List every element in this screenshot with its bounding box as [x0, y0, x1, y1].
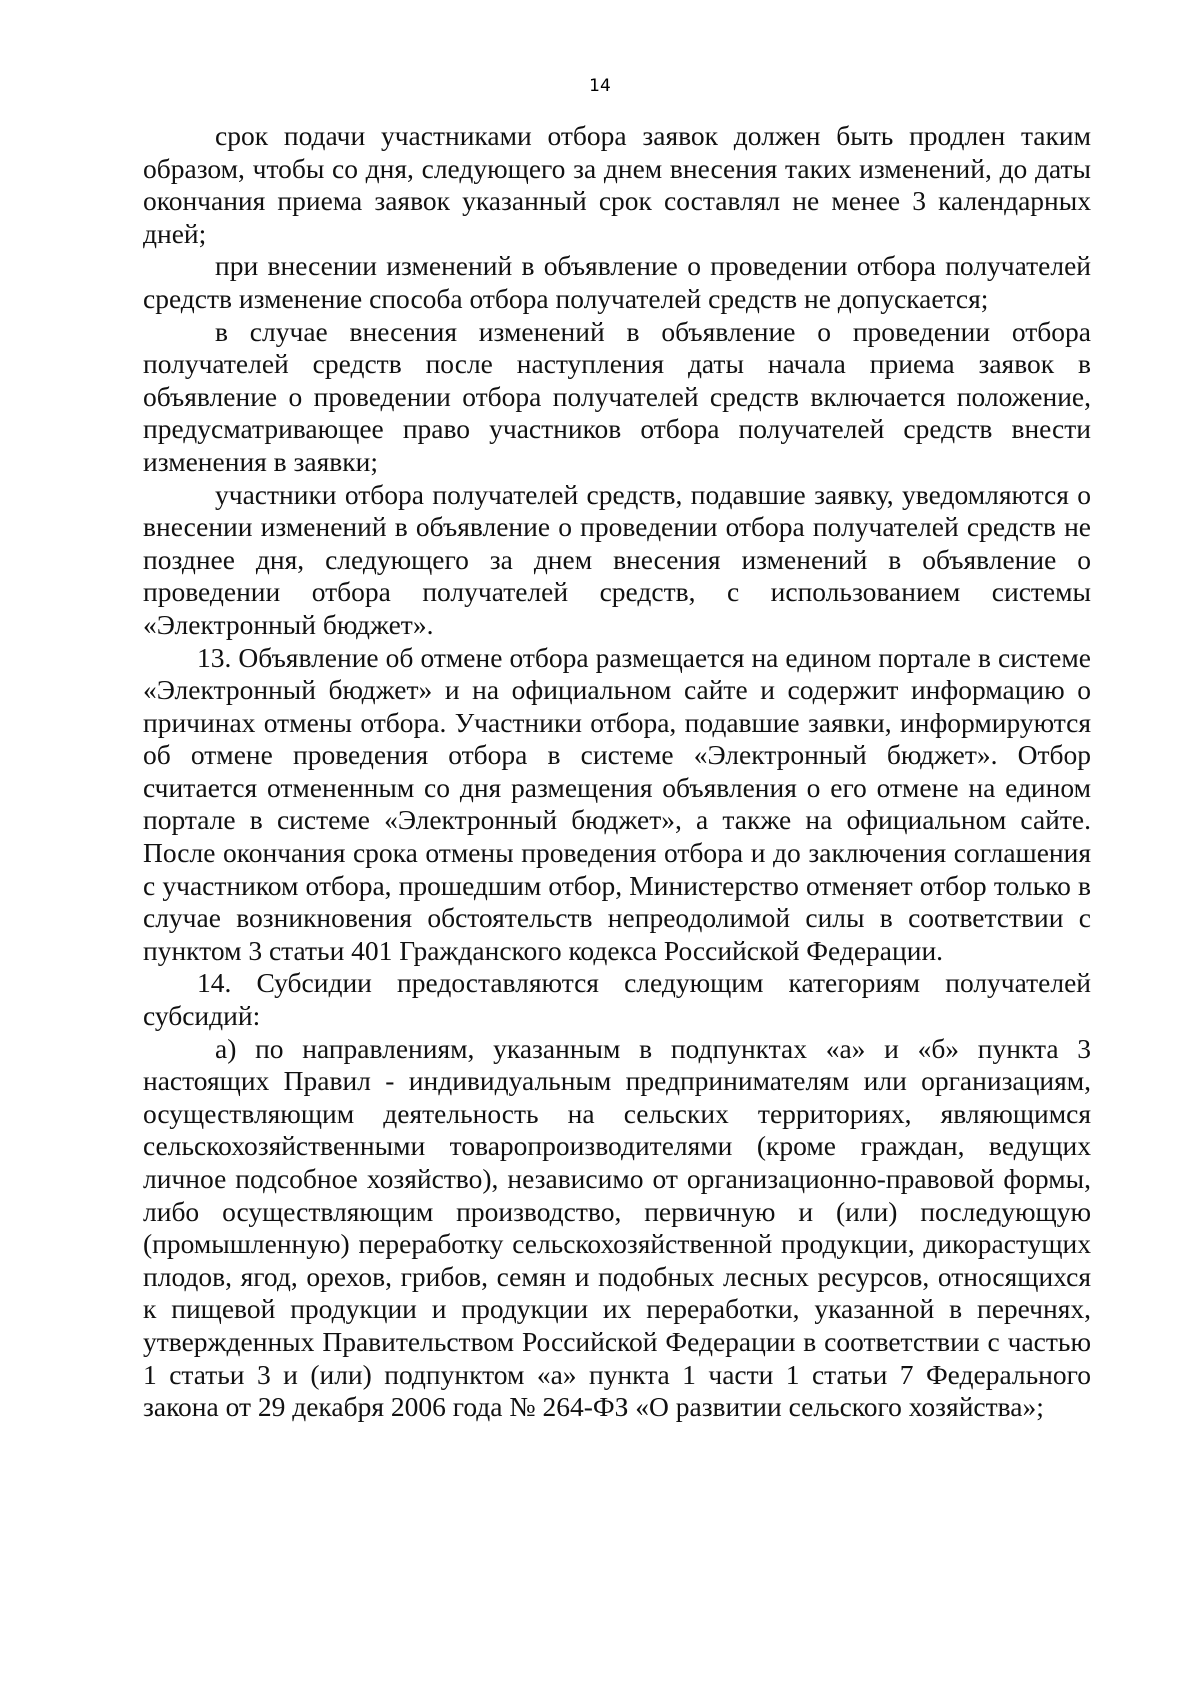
- paragraph-deadline-extension: срок подачи участниками отбора заявок должен быть продлен таким образом, чтобы со дня, следующего за днем внесения таких изменений, до даты окончания приема заявок указанный срок составлял не менее 3 календарных дней;: [143, 120, 1091, 249]
- paragraph-14-recipients: 14. Субсидии предоставляются следующим категориям получателей субсидий:: [143, 967, 1091, 1032]
- paragraph-selection-method: при внесении изменений в объявление о проведении отбора получателей средств изменение способа отбора получателей средств не допускается;: [143, 250, 1091, 314]
- document-body: [143, 120, 1091, 1424]
- paragraph-amendments-after-start: в случае внесения изменений в объявление о проведении отбора получателей средств после наступления даты начала приема заявок в объявление о проведении отбора получателей средств включается положение, предусматривающее право участников отбора получателей средств внести изменения в заявки;: [143, 315, 1091, 477]
- paragraph-14a-categories: а) по направлениям, указанным в подпунктах «а» и «б» пункта 3 настоящих Правил - индивидуальным предпринимателям или организациям, осуществляющим деятельность на сельских территориях, являющимся сельскохозяйственными товаропроизводителями (кроме граждан, ведущих личное подсобное хозяйство), независимо от организационно-правовой формы, либо осуществляющим производство, первичную и (или) последующую (промышленную) переработку сельскохозяйственной продукции, дикорастущих плодов, ягод, орехов, грибов, семян и подобных лесных ресурсов, относящихся к пищевой продукции и продукции их переработки, указанной в перечнях, утвержденных Правительством Российской Федерации в соответствии с частью 1 статьи 3 и (или) подпунктом «а» пункта 1 части 1 статьи 7 Федерального закона от 29 декабря 2006 года № 264-ФЗ «О развитии сельского хозяйства»;: [143, 1032, 1091, 1423]
- paragraph-13-cancellation: 13. Объявление об отмене отбора размещается на едином портале в системе «Электронный бюджет» и на официальном сайте и содержит информацию о причинах отмены отбора. Участники отбора, подавшие заявки, информируются об отмене проведения отбора в системе «Электронный бюджет». Отбор считается отмененным со дня размещения объявления о его отмене на едином портале в системе «Электронный бюджет», а также на официальном сайте. После окончания срока отмены проведения отбора и до заключения соглашения с участником отбора, прошедшим отбор, Министерство отменяет отбор только в случае возникновения обстоятельств непреодолимой силы в соответствии с пунктом 3 статьи 401 Гражданского кодекса Российской Федерации.: [143, 641, 1091, 966]
- page-number: 14: [589, 76, 611, 96]
- paragraph-participant-notification: участники отбора получателей средств, подавшие заявку, уведомляются о внесении изменений в объявление о проведении отбора получателей средств не позднее дня, следующего за днем внесения изменений в объявление о проведении отбора получателей средств, с использованием системы «Электронный бюджет».: [143, 478, 1091, 640]
